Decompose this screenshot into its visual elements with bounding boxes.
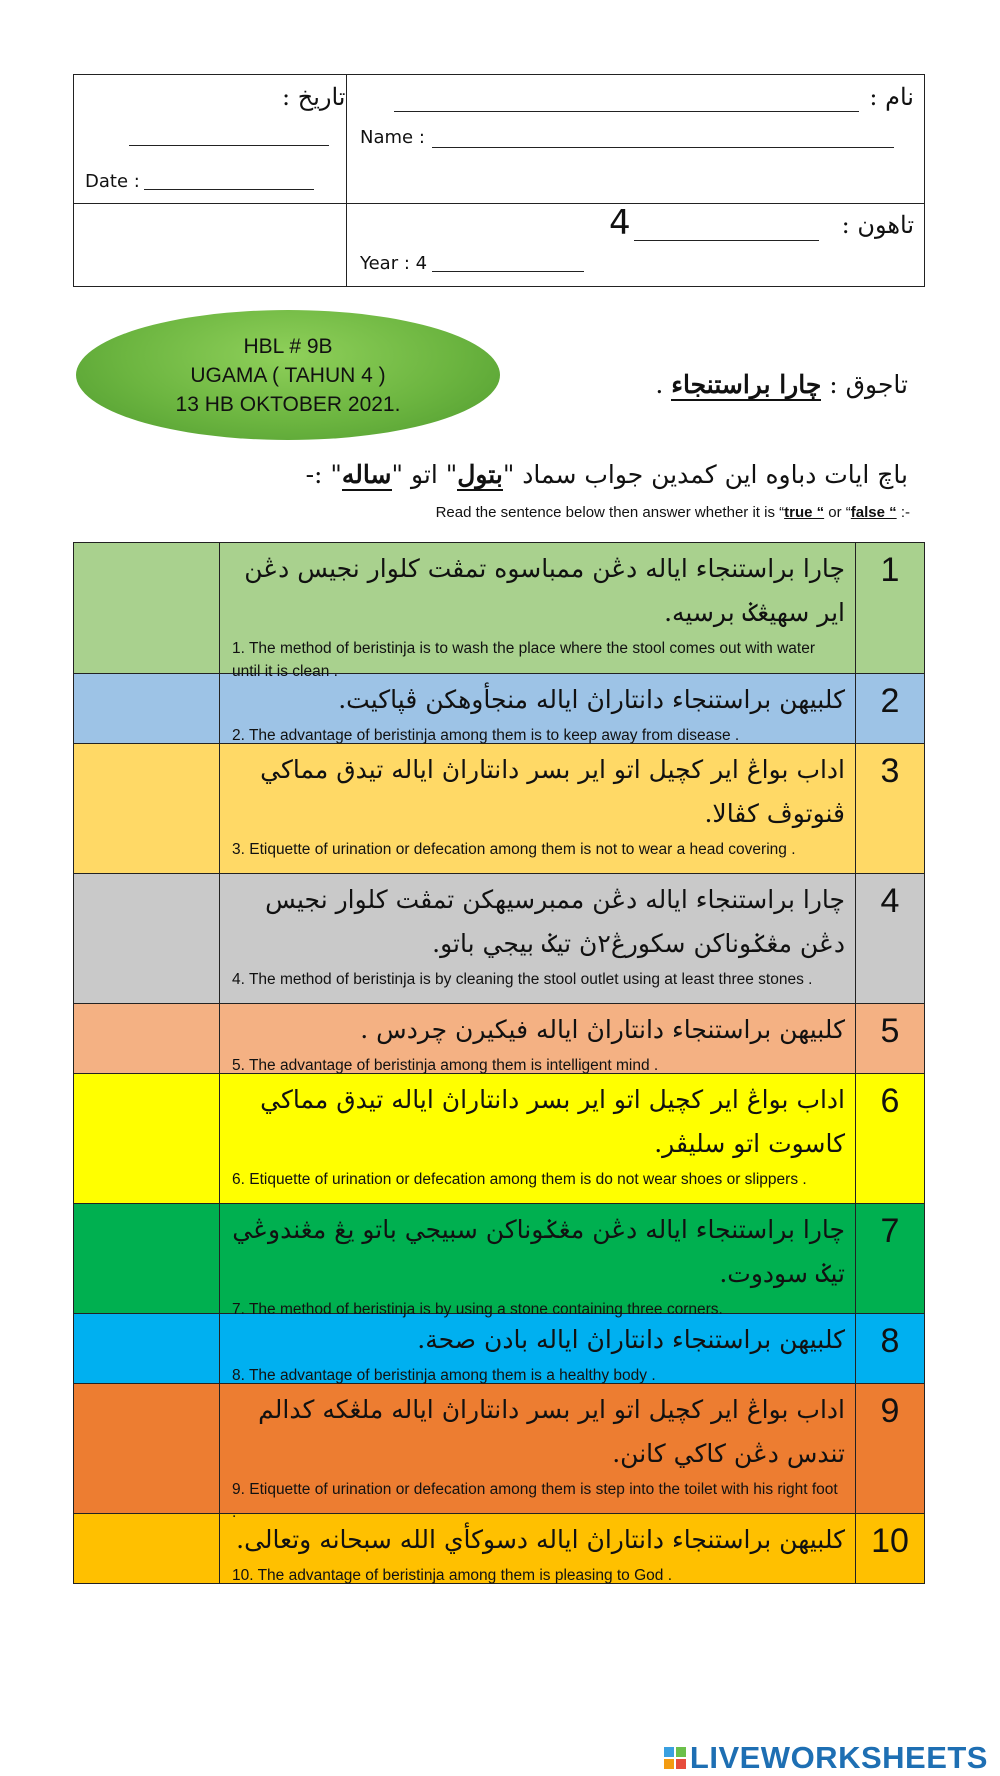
question-number: 4 xyxy=(880,882,900,920)
question-row xyxy=(74,1313,924,1383)
question-number: 3 xyxy=(880,752,900,790)
topic-label: تاجوق : xyxy=(829,370,908,399)
instr-en-end: :- xyxy=(896,504,910,521)
answer-box[interactable] xyxy=(74,744,220,873)
instr-ar-false: ساله xyxy=(341,460,392,489)
student-info-table xyxy=(73,74,925,287)
date-jawi-blank[interactable] xyxy=(129,145,329,146)
topic-title: چارا براستنجاء xyxy=(671,370,822,399)
question-jawi: اداب بواڠ اير کچيل اتو اير بسر دانتاراڽ اياله ملڠکه کدالم تندس دڠن کاکي کانن. xyxy=(258,1395,845,1468)
answer-box[interactable] xyxy=(74,1514,220,1583)
question-english: 4. The method of beristinja is by cleaning the stool outlet using at least three stones . xyxy=(232,971,813,988)
year-label-english: Year : 4 xyxy=(360,253,428,274)
badge-line-2: UGAMA ( TAHUN 4 ) xyxy=(190,363,386,387)
question-jawi: اداب بواڠ اير کچيل اتو اير بسر دانتاراڽ اياله تيدق مماکي کاسوت اتو سليڤر. xyxy=(260,1085,845,1158)
instr-ar-end: " :- xyxy=(305,460,342,489)
question-english: 1. The method of beristinja is to wash the place where the stool comes out with water until it is clean . xyxy=(232,640,815,680)
instr-en-mid: or “ xyxy=(824,504,851,521)
year-english-blank[interactable] xyxy=(432,271,584,272)
question-text xyxy=(220,1204,856,1318)
instr-ar-mid: " اتو " xyxy=(391,460,458,489)
instructions-jawi xyxy=(306,460,908,489)
question-number: 6 xyxy=(880,1082,900,1120)
question-jawi: کلبيهن براستنجاء دانتاراڽ اياله بادن صحة. xyxy=(417,1325,845,1354)
question-text xyxy=(220,543,856,680)
question-jawi: کلبيهن براستنجاء دانتاراڽ اياله فيکيرن چردس . xyxy=(360,1015,845,1044)
question-row xyxy=(74,743,924,873)
question-text xyxy=(220,874,856,1003)
question-text xyxy=(220,1074,856,1203)
date-english-blank[interactable] xyxy=(144,189,314,190)
question-jawi: چارا براستنجاء اياله دڠن مڠݢوناکن سبيجي باتو يڠ مڠندوڠي تيݢ سودوت. xyxy=(232,1215,845,1288)
question-jawi: کلبيهن براستنجاء دانتاراڽ اياله دسوکأي الله سبحانه وتعالى. xyxy=(236,1525,845,1554)
column-divider xyxy=(346,75,347,286)
year-label-jawi: تاهون : xyxy=(841,211,914,239)
question-text xyxy=(220,1314,856,1383)
question-number: 9 xyxy=(880,1392,900,1430)
answer-box[interactable] xyxy=(74,1204,220,1313)
answer-box[interactable] xyxy=(74,543,220,673)
question-english: 8. The advantage of beristinja among them is a healthy body . xyxy=(232,1367,656,1384)
name-jawi-blank[interactable] xyxy=(394,111,859,112)
answer-box[interactable] xyxy=(74,674,220,743)
question-english: 6. Etiquette of urination or defecation among them is do not wear shoes or slippers . xyxy=(232,1171,807,1188)
name-english-blank[interactable] xyxy=(432,147,894,148)
instructions-english xyxy=(436,504,910,521)
date-label-jawi: تاريخ : xyxy=(282,83,346,111)
badge-line-1: HBL # 9B xyxy=(243,334,333,358)
liveworksheets-logo-icon xyxy=(664,1747,686,1769)
question-row xyxy=(74,1513,924,1583)
badge-line-3: 13 HB OKTOBER 2021. xyxy=(175,392,401,416)
instr-en-true: true “ xyxy=(784,504,825,521)
date-label-english: Date : xyxy=(85,171,140,192)
year-value: 4 xyxy=(609,203,631,243)
question-english: 2. The advantage of beristinja among them is to keep away from disease . xyxy=(232,727,740,744)
question-row xyxy=(74,1383,924,1521)
question-english: 3. Etiquette of urination or defecation among them is not to wear a head covering . xyxy=(232,841,796,858)
question-jawi: اداب بواڠ اير کچيل اتو اير بسر دانتاراڽ اياله تيدق مماکي ڤنوتوڤ کڤالا. xyxy=(260,755,845,828)
question-jawi: کلبيهن براستنجاء دانتاراڽ اياله منجأوهکن ڤڽاکيت. xyxy=(338,685,845,714)
question-english: 10. The advantage of beristinja among them is pleasing to God . xyxy=(232,1567,673,1584)
answer-box[interactable] xyxy=(74,1384,220,1513)
answer-box[interactable] xyxy=(74,1004,220,1073)
question-row xyxy=(74,543,924,680)
question-number: 1 xyxy=(880,551,900,589)
question-row xyxy=(74,1073,924,1203)
logo-text: LIVEWORKSHEETS xyxy=(689,1740,988,1775)
topic-end: . xyxy=(655,370,664,399)
question-english: 7. The method of beristinja is by using a stone containing three corners. xyxy=(232,1301,723,1318)
instr-en-start: Read the sentence below then answer whether it is “ xyxy=(435,504,785,521)
question-jawi: چارا براستنجاء اياله دڠن ممباسوه تمڤت کلوار نجيس دڠن اير سهيڠݢ برسيه. xyxy=(244,554,845,627)
questions-table xyxy=(73,542,925,1584)
name-label-english: Name : xyxy=(360,127,425,148)
question-row xyxy=(74,1003,924,1073)
question-number: 7 xyxy=(880,1212,900,1250)
question-jawi: چارا براستنجاء اياله دڠن ممبرسيهکن تمڤت کلوار نجيس دڠن مڠݢوناکن سکورڠ٢ڽ تيݢ بيجي باتو. xyxy=(265,885,845,958)
instr-en-false: false “ xyxy=(850,504,897,521)
question-row xyxy=(74,673,924,743)
question-number: 2 xyxy=(880,682,900,720)
question-row xyxy=(74,1203,924,1318)
question-number: 8 xyxy=(880,1322,900,1360)
answer-box[interactable] xyxy=(74,1074,220,1203)
question-row xyxy=(74,873,924,1003)
row-divider xyxy=(74,203,924,204)
topic-heading xyxy=(655,370,908,399)
question-text xyxy=(220,1514,856,1583)
question-text xyxy=(220,1384,856,1521)
question-text xyxy=(220,744,856,873)
question-text xyxy=(220,674,856,743)
instr-ar-start: باچ ايات دباوه اين کمدين جواب سماد " xyxy=(502,460,908,489)
instr-ar-true: بتول xyxy=(457,460,503,489)
answer-box[interactable] xyxy=(74,874,220,1003)
answer-box[interactable] xyxy=(74,1314,220,1383)
question-number: 5 xyxy=(880,1012,900,1050)
question-text xyxy=(220,1004,856,1073)
question-english: 9. Etiquette of urination or defecation among them is step into the toilet with his right foot . xyxy=(232,1481,838,1521)
name-label-jawi: نام : xyxy=(869,83,914,111)
question-english: 5. The advantage of beristinja among them is intelligent mind . xyxy=(232,1057,659,1074)
year-jawi-blank[interactable] xyxy=(634,240,819,241)
liveworksheets-logo xyxy=(664,1740,988,1776)
lesson-badge xyxy=(76,310,500,440)
question-number: 10 xyxy=(871,1522,909,1560)
